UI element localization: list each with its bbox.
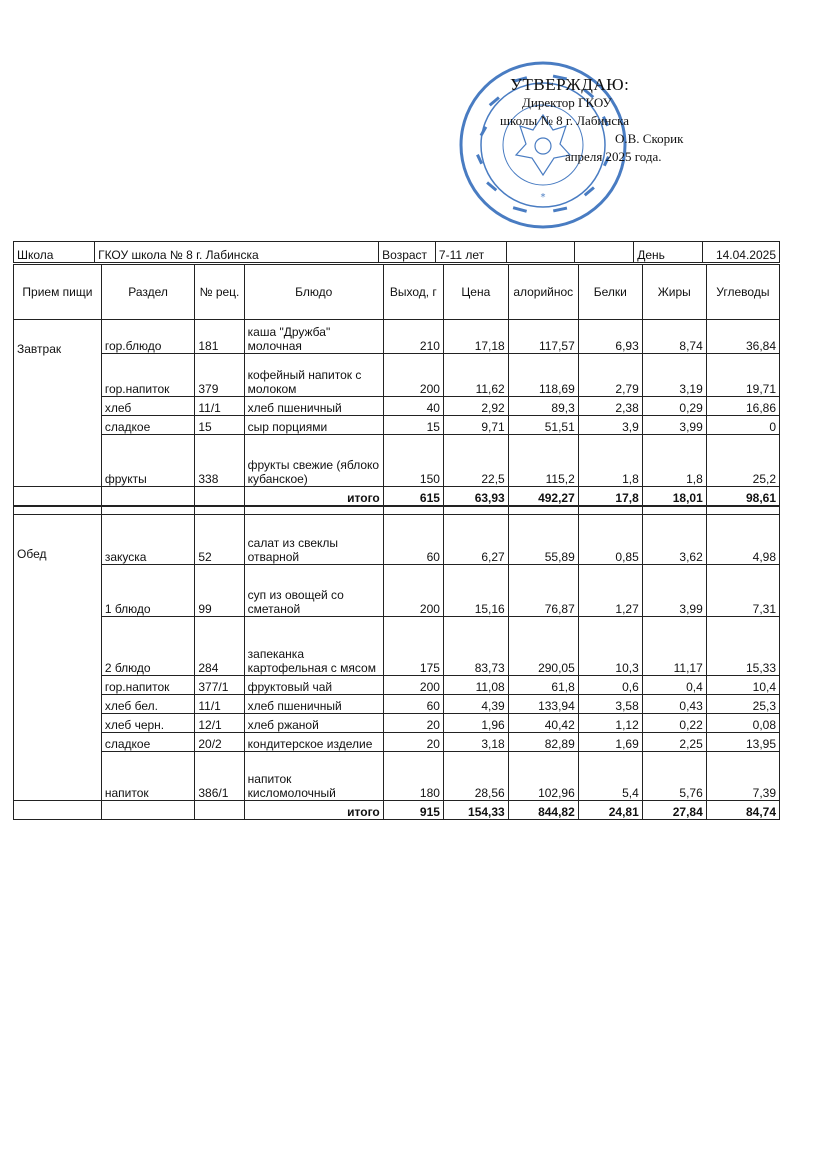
total-fats: 18,01 bbox=[642, 487, 706, 506]
table-row bbox=[14, 732, 780, 751]
meal-breakfast: Завтрак bbox=[14, 320, 102, 487]
recipe-cell: 379 bbox=[195, 354, 244, 397]
output-cell: 175 bbox=[383, 616, 443, 675]
carbs-cell: 25,2 bbox=[706, 435, 779, 487]
section-cell: гор.блюдо bbox=[101, 320, 195, 354]
output-cell: 150 bbox=[383, 435, 443, 487]
table-row bbox=[14, 354, 780, 397]
age-label: Возраст bbox=[379, 242, 436, 263]
proteins-cell: 0,85 bbox=[578, 514, 642, 564]
menu-table bbox=[13, 264, 780, 820]
section-cell: хлеб бел. bbox=[101, 694, 195, 713]
section-cell: напиток bbox=[101, 751, 195, 800]
calories-cell: 133,94 bbox=[508, 694, 578, 713]
col-meal: Прием пищи bbox=[14, 265, 102, 320]
dish-cell: запеканка картофельная с мясом bbox=[244, 616, 383, 675]
col-output: Выход, г bbox=[383, 265, 443, 320]
fats-cell: 0,29 bbox=[642, 397, 706, 416]
price-cell: 83,73 bbox=[443, 616, 508, 675]
approval-line-school: школы № 8 г. Лабинска bbox=[500, 113, 630, 128]
section-cell: 1 блюдо bbox=[101, 564, 195, 616]
section-cell: хлеб bbox=[101, 397, 195, 416]
table-row bbox=[14, 694, 780, 713]
total-carbs: 98,61 bbox=[706, 487, 779, 506]
recipe-cell: 377/1 bbox=[195, 675, 244, 694]
approval-title: УТВЕРЖДАЮ: bbox=[510, 75, 630, 94]
output-cell: 200 bbox=[383, 354, 443, 397]
dish-cell: фрукты свежие (яблоко кубанское) bbox=[244, 435, 383, 487]
fats-cell: 2,25 bbox=[642, 732, 706, 751]
price-cell: 1,96 bbox=[443, 713, 508, 732]
calories-cell: 82,89 bbox=[508, 732, 578, 751]
table-row bbox=[14, 713, 780, 732]
dish-cell: каша "Дружба" молочная bbox=[244, 320, 383, 354]
carbs-cell: 19,71 bbox=[706, 354, 779, 397]
section-cell: гор.напиток bbox=[101, 354, 195, 397]
total-calories: 844,82 bbox=[508, 800, 578, 819]
fats-cell: 1,8 bbox=[642, 435, 706, 487]
total-row bbox=[14, 800, 780, 819]
proteins-cell: 1,8 bbox=[578, 435, 642, 487]
fats-cell: 11,17 bbox=[642, 616, 706, 675]
carbs-cell: 25,3 bbox=[706, 694, 779, 713]
table-row bbox=[14, 320, 780, 354]
output-cell: 210 bbox=[383, 320, 443, 354]
fats-cell: 0,43 bbox=[642, 694, 706, 713]
proteins-cell: 2,38 bbox=[578, 397, 642, 416]
dish-cell: салат из свеклы отварной bbox=[244, 514, 383, 564]
section-cell: хлеб черн. bbox=[101, 713, 195, 732]
table-row bbox=[14, 675, 780, 694]
proteins-cell: 6,93 bbox=[578, 320, 642, 354]
calories-cell: 290,05 bbox=[508, 616, 578, 675]
carbs-cell: 10,4 bbox=[706, 675, 779, 694]
day-label: День bbox=[634, 242, 703, 263]
fats-cell: 3,99 bbox=[642, 564, 706, 616]
total-carbs: 84,74 bbox=[706, 800, 779, 819]
recipe-cell: 99 bbox=[195, 564, 244, 616]
calories-cell: 40,42 bbox=[508, 713, 578, 732]
total-output: 915 bbox=[383, 800, 443, 819]
total-label: итого bbox=[244, 800, 383, 819]
output-cell: 60 bbox=[383, 514, 443, 564]
svg-text:*: * bbox=[540, 192, 546, 203]
dish-cell: суп из овощей со сметаной bbox=[244, 564, 383, 616]
price-cell: 15,16 bbox=[443, 564, 508, 616]
total-proteins: 24,81 bbox=[578, 800, 642, 819]
total-price: 63,93 bbox=[443, 487, 508, 506]
recipe-cell: 52 bbox=[195, 514, 244, 564]
table-row bbox=[14, 616, 780, 675]
empty-cell bbox=[101, 800, 195, 819]
total-output: 615 bbox=[383, 487, 443, 506]
school-value: ГКОУ школа № 8 г. Лабинска bbox=[95, 242, 379, 263]
approval-line-name: О.В. Скорик bbox=[615, 131, 684, 146]
dish-cell: хлеб пшеничный bbox=[244, 397, 383, 416]
output-cell: 180 bbox=[383, 751, 443, 800]
output-cell: 200 bbox=[383, 675, 443, 694]
dish-cell: фруктовый чай bbox=[244, 675, 383, 694]
proteins-cell: 3,58 bbox=[578, 694, 642, 713]
fats-cell: 0,4 bbox=[642, 675, 706, 694]
calories-cell: 76,87 bbox=[508, 564, 578, 616]
col-recipe: № рец. bbox=[195, 265, 244, 320]
dish-cell: хлеб ржаной bbox=[244, 713, 383, 732]
spacer-row bbox=[14, 506, 780, 515]
calories-cell: 118,69 bbox=[508, 354, 578, 397]
section-cell: 2 блюдо bbox=[101, 616, 195, 675]
header-table bbox=[13, 241, 780, 263]
price-cell: 2,92 bbox=[443, 397, 508, 416]
dish-cell: кофейный напиток с молоком bbox=[244, 354, 383, 397]
proteins-cell: 5,4 bbox=[578, 751, 642, 800]
section-cell: фрукты bbox=[101, 435, 195, 487]
proteins-cell: 2,79 bbox=[578, 354, 642, 397]
calories-cell: 55,89 bbox=[508, 514, 578, 564]
col-carbs: Углеводы bbox=[706, 265, 779, 320]
recipe-cell: 386/1 bbox=[195, 751, 244, 800]
total-calories: 492,27 bbox=[508, 487, 578, 506]
dish-cell: кондитерское изделие bbox=[244, 732, 383, 751]
price-cell: 3,18 bbox=[443, 732, 508, 751]
output-cell: 200 bbox=[383, 564, 443, 616]
total-label: итого bbox=[244, 487, 383, 506]
fats-cell: 3,99 bbox=[642, 416, 706, 435]
dish-cell: хлеб пшеничный bbox=[244, 694, 383, 713]
recipe-cell: 284 bbox=[195, 616, 244, 675]
table-row bbox=[14, 564, 780, 616]
total-proteins: 17,8 bbox=[578, 487, 642, 506]
carbs-cell: 0 bbox=[706, 416, 779, 435]
meal-lunch: Обед bbox=[14, 514, 102, 800]
col-dish: Блюдо bbox=[244, 265, 383, 320]
recipe-cell: 11/1 bbox=[195, 397, 244, 416]
price-cell: 28,56 bbox=[443, 751, 508, 800]
approval-line-date: апреля 2025 года. bbox=[565, 149, 662, 164]
section-cell: закуска bbox=[101, 514, 195, 564]
table-row bbox=[14, 751, 780, 800]
section-cell: сладкое bbox=[101, 732, 195, 751]
recipe-cell: 181 bbox=[195, 320, 244, 354]
calories-cell: 117,57 bbox=[508, 320, 578, 354]
col-fats: Жиры bbox=[642, 265, 706, 320]
proteins-cell: 10,3 bbox=[578, 616, 642, 675]
school-label: Школа bbox=[14, 242, 95, 263]
calories-cell: 51,51 bbox=[508, 416, 578, 435]
table-row bbox=[14, 435, 780, 487]
proteins-cell: 3,9 bbox=[578, 416, 642, 435]
empty-cell bbox=[14, 487, 102, 506]
day-value: 14.04.2025 bbox=[703, 242, 780, 263]
carbs-cell: 13,95 bbox=[706, 732, 779, 751]
empty-cell bbox=[195, 800, 244, 819]
price-cell: 9,71 bbox=[443, 416, 508, 435]
proteins-cell: 1,12 bbox=[578, 713, 642, 732]
approval-block bbox=[500, 75, 710, 166]
col-price: Цена bbox=[443, 265, 508, 320]
empty-cell bbox=[14, 800, 102, 819]
proteins-cell: 1,27 bbox=[578, 564, 642, 616]
total-fats: 27,84 bbox=[642, 800, 706, 819]
price-cell: 22,5 bbox=[443, 435, 508, 487]
price-cell: 11,62 bbox=[443, 354, 508, 397]
empty-cell bbox=[101, 487, 195, 506]
table-row bbox=[14, 514, 780, 564]
recipe-cell: 11/1 bbox=[195, 694, 244, 713]
table-row bbox=[14, 416, 780, 435]
total-price: 154,33 bbox=[443, 800, 508, 819]
output-cell: 60 bbox=[383, 694, 443, 713]
output-cell: 20 bbox=[383, 713, 443, 732]
section-cell: сладкое bbox=[101, 416, 195, 435]
recipe-cell: 338 bbox=[195, 435, 244, 487]
calories-cell: 61,8 bbox=[508, 675, 578, 694]
col-section: Раздел bbox=[101, 265, 195, 320]
col-calories: алорийнос bbox=[508, 265, 578, 320]
table-row bbox=[14, 397, 780, 416]
fats-cell: 3,62 bbox=[642, 514, 706, 564]
empty-cell bbox=[574, 242, 633, 263]
total-row bbox=[14, 487, 780, 506]
empty-cell bbox=[506, 242, 574, 263]
fats-cell: 5,76 bbox=[642, 751, 706, 800]
column-header-row bbox=[14, 265, 780, 320]
output-cell: 15 bbox=[383, 416, 443, 435]
recipe-cell: 15 bbox=[195, 416, 244, 435]
recipe-cell: 20/2 bbox=[195, 732, 244, 751]
empty-cell bbox=[195, 487, 244, 506]
dish-cell: сыр порциями bbox=[244, 416, 383, 435]
price-cell: 6,27 bbox=[443, 514, 508, 564]
calories-cell: 115,2 bbox=[508, 435, 578, 487]
carbs-cell: 15,33 bbox=[706, 616, 779, 675]
calories-cell: 89,3 bbox=[508, 397, 578, 416]
price-cell: 11,08 bbox=[443, 675, 508, 694]
carbs-cell: 4,98 bbox=[706, 514, 779, 564]
carbs-cell: 7,31 bbox=[706, 564, 779, 616]
carbs-cell: 16,86 bbox=[706, 397, 779, 416]
carbs-cell: 7,39 bbox=[706, 751, 779, 800]
fats-cell: 3,19 bbox=[642, 354, 706, 397]
carbs-cell: 0,08 bbox=[706, 713, 779, 732]
proteins-cell: 1,69 bbox=[578, 732, 642, 751]
proteins-cell: 0,6 bbox=[578, 675, 642, 694]
col-proteins: Белки bbox=[578, 265, 642, 320]
price-cell: 17,18 bbox=[443, 320, 508, 354]
approval-line-position: Директор ГКОУ bbox=[522, 95, 612, 110]
output-cell: 40 bbox=[383, 397, 443, 416]
calories-cell: 102,96 bbox=[508, 751, 578, 800]
carbs-cell: 36,84 bbox=[706, 320, 779, 354]
age-value: 7-11 лет bbox=[435, 242, 506, 263]
fats-cell: 0,22 bbox=[642, 713, 706, 732]
fats-cell: 8,74 bbox=[642, 320, 706, 354]
price-cell: 4,39 bbox=[443, 694, 508, 713]
dish-cell: напиток кисломолочный bbox=[244, 751, 383, 800]
output-cell: 20 bbox=[383, 732, 443, 751]
recipe-cell: 12/1 bbox=[195, 713, 244, 732]
section-cell: гор.напиток bbox=[101, 675, 195, 694]
